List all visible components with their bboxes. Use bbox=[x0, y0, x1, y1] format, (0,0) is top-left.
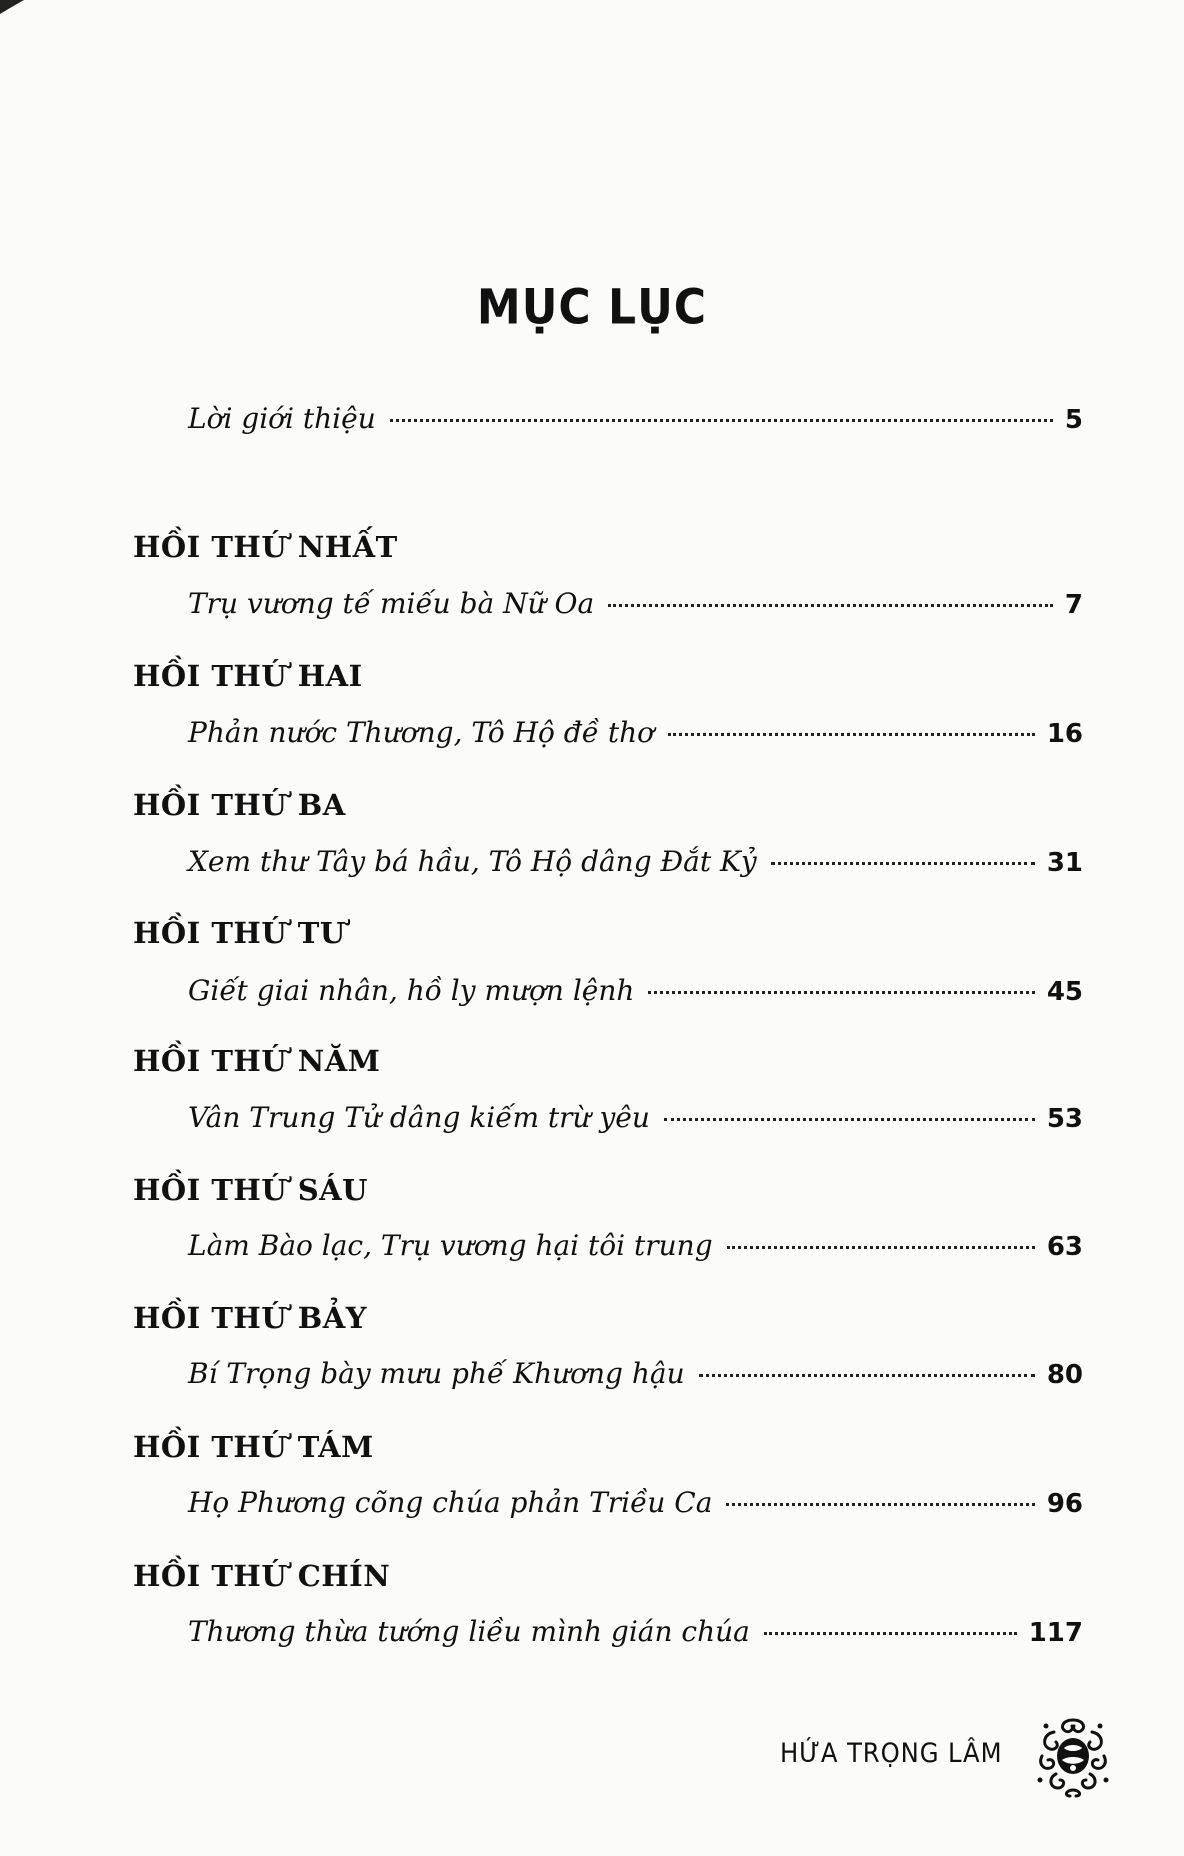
scan-corner-mark bbox=[0, 0, 24, 14]
toc-page-number: 63 bbox=[1046, 1232, 1083, 1262]
ornament-icon bbox=[1034, 1712, 1112, 1798]
chapter-heading: HỒI THỨ HAI bbox=[133, 659, 363, 693]
toc-entry-chapter-1[interactable] bbox=[188, 587, 1083, 631]
toc-entry-label: Trụ vương tế miếu bà Nữ Oa bbox=[188, 587, 595, 620]
dot-leader bbox=[699, 1374, 1035, 1377]
toc-entry-label: Lời giới thiệu bbox=[188, 402, 376, 435]
footer-author: HỨA TRỌNG LÂM bbox=[780, 1738, 1003, 1769]
chapter-heading: HỒI THỨ BA bbox=[133, 788, 346, 822]
toc-entry-chapter-3[interactable] bbox=[188, 845, 1083, 889]
chapter-heading: HỒI THỨ BẢY bbox=[133, 1301, 367, 1335]
dot-leader bbox=[727, 1246, 1035, 1249]
chapter-heading: HỒI THỨ SÁU bbox=[133, 1173, 368, 1207]
toc-entry-chapter-9[interactable] bbox=[188, 1615, 1083, 1659]
toc-entry-label: Bí Trọng bày mưu phế Khương hậu bbox=[188, 1357, 685, 1390]
toc-entry-chapter-8[interactable] bbox=[188, 1486, 1083, 1530]
toc-entry-chapter-2[interactable] bbox=[188, 716, 1083, 760]
dot-leader bbox=[664, 1118, 1035, 1121]
toc-page-number: 117 bbox=[1028, 1618, 1083, 1648]
chapter-heading: HỒI THỨ NĂM bbox=[133, 1044, 381, 1078]
toc-entry-label: Xem thư Tây bá hầu, Tô Hộ dâng Đắt Kỷ bbox=[188, 845, 757, 878]
dot-leader bbox=[771, 862, 1035, 865]
dot-leader bbox=[726, 1503, 1034, 1506]
toc-entry-chapter-5[interactable] bbox=[188, 1101, 1083, 1145]
toc-page-number: 16 bbox=[1046, 719, 1083, 749]
toc-entry-label: Giết giai nhân, hồ ly mượn lệnh bbox=[188, 974, 635, 1007]
toc-entry-label: Họ Phương cõng chúa phản Triều Ca bbox=[188, 1486, 713, 1519]
toc-page-number: 31 bbox=[1046, 848, 1083, 878]
dot-leader bbox=[648, 991, 1034, 994]
page-title: MỤC LỤC bbox=[476, 279, 708, 336]
toc-entry-chapter-6[interactable] bbox=[188, 1229, 1083, 1273]
toc-page-number: 53 bbox=[1046, 1104, 1083, 1134]
chapter-heading: HỒI THỨ NHẤT bbox=[133, 530, 398, 564]
toc-entry-label: Phản nước Thương, Tô Hộ đề thơ bbox=[188, 716, 654, 749]
chapter-heading: HỒI THỨ TƯ bbox=[133, 916, 346, 950]
toc-entry-intro[interactable] bbox=[188, 402, 1083, 446]
toc-page-number: 7 bbox=[1064, 590, 1083, 620]
chapter-heading: HỒI THỨ TÁM bbox=[133, 1430, 374, 1464]
toc-page-number: 96 bbox=[1046, 1489, 1083, 1519]
dot-leader bbox=[390, 419, 1053, 422]
toc-entry-chapter-7[interactable] bbox=[188, 1357, 1083, 1401]
toc-entry-chapter-4[interactable] bbox=[188, 974, 1083, 1018]
toc-page-number: 80 bbox=[1046, 1360, 1083, 1390]
chapter-heading: HỒI THỨ CHÍN bbox=[133, 1559, 391, 1593]
toc-page-number: 5 bbox=[1064, 405, 1083, 435]
dot-leader bbox=[668, 733, 1035, 736]
toc-page-number: 45 bbox=[1046, 977, 1083, 1007]
toc-entry-label: Thương thừa tướng liều mình gián chúa bbox=[188, 1615, 750, 1648]
dot-leader bbox=[608, 604, 1053, 607]
dot-leader bbox=[764, 1632, 1017, 1635]
toc-entry-label: Vân Trung Tử dâng kiếm trừ yêu bbox=[188, 1101, 650, 1134]
toc-entry-label: Làm Bào lạc, Trụ vương hại tôi trung bbox=[188, 1229, 713, 1262]
